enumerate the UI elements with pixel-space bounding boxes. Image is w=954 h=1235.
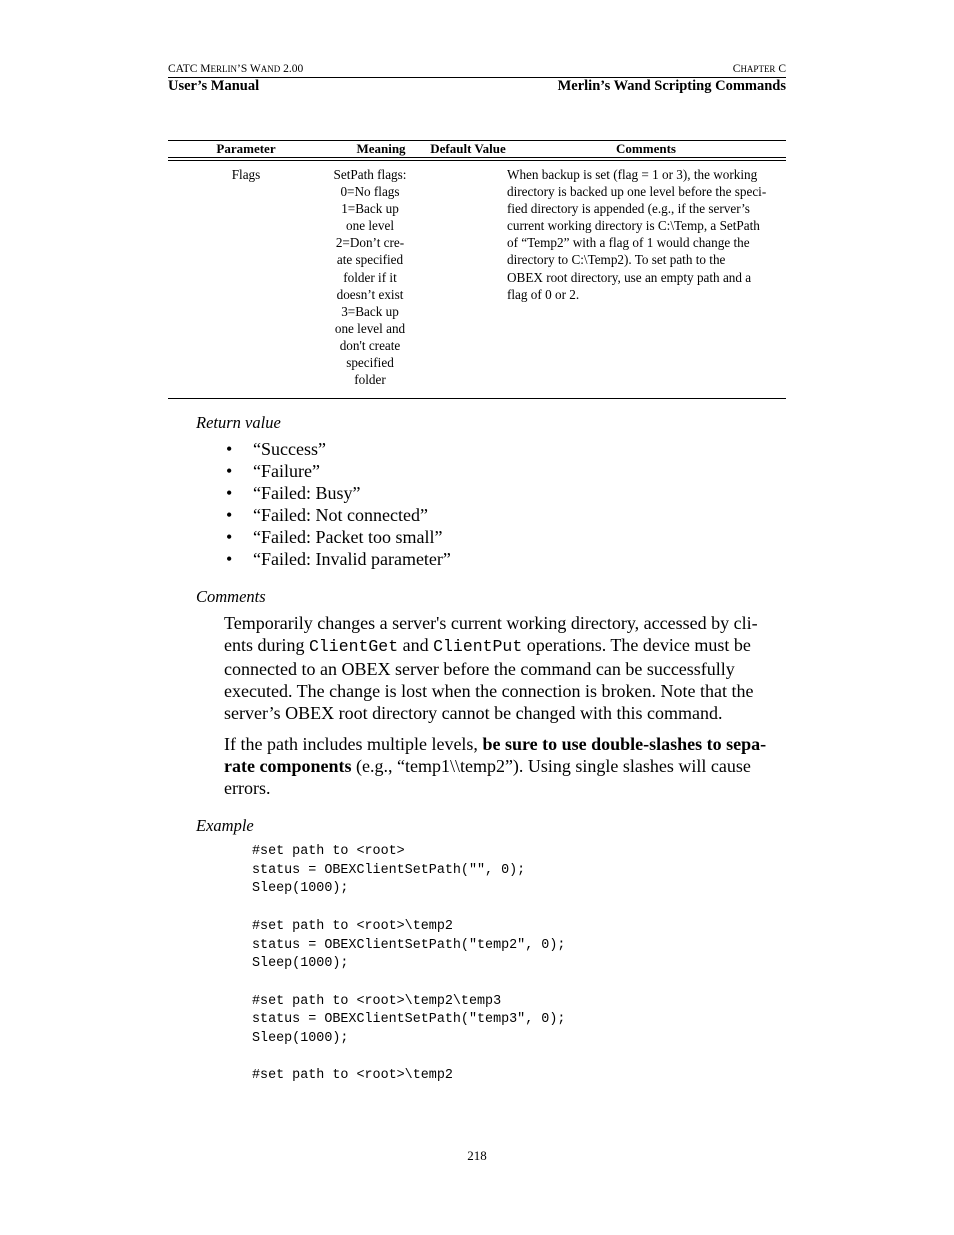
header-section-title: Merlin’s Wand Scripting Commands	[557, 78, 786, 94]
table-header-rule-1	[168, 157, 786, 158]
example-code-block: #set path to <root> status = OBEXClientSetPath("", 0); Sleep(1000); #set path to <root>\temp2 status = OBEXClientSetPath("temp2", 0); Sleep(1000); #set path to <root>\temp2\temp3 status = OBEXClientSetPath("temp3", 0); Sleep(1000); #set path to <root>\temp2	[252, 844, 566, 1084]
cell-meaning	[322, 166, 418, 388]
table-header-rule-2	[168, 160, 786, 161]
meaning-line: 1=Back up	[341, 201, 399, 217]
paragraph-line	[224, 634, 787, 658]
list-item: • “Failed: Busy”	[224, 482, 451, 504]
text-run: (e.g., “temp1\\temp2”). Using single slashes will cause	[351, 756, 751, 776]
list-item: • “Success”	[224, 438, 451, 460]
header-product-pre: CATC M	[168, 63, 211, 75]
comments-line: fied directory is appended (e.g., if the server’s	[507, 201, 750, 217]
return-value-heading: Return value	[196, 413, 281, 432]
column-header-default-value: Default Value	[430, 141, 506, 156]
text-run: ents during	[224, 635, 309, 655]
header-product-sc2: AND	[260, 64, 281, 74]
text-run: and	[398, 635, 434, 655]
list-item: • “Failed: Invalid parameter”	[224, 548, 451, 570]
comments-paragraph-1	[224, 612, 787, 724]
meaning-line: 3=Back up	[341, 303, 399, 319]
comments-paragraph-2	[224, 733, 787, 799]
meaning-line: ate specified	[336, 252, 404, 268]
text-run: operations. The device must be	[522, 635, 751, 655]
table-bottom-rule	[168, 398, 786, 399]
text-run: If the path includes multiple levels,	[224, 734, 483, 754]
meaning-line: SetPath flags:	[333, 167, 407, 182]
meaning-line: one level	[346, 218, 394, 234]
paragraph-line: errors.	[224, 778, 271, 798]
comments-heading: Comments	[196, 587, 266, 606]
meaning-line: 2=Don’t cre-	[335, 235, 405, 251]
return-value-list	[224, 438, 451, 570]
meaning-line: one level and	[334, 320, 406, 336]
comments-line: When backup is set (flag = 1 or 3), the working	[507, 167, 758, 182]
header-chapter-pre: C	[732, 63, 741, 75]
meaning-line: folder if it	[343, 269, 397, 285]
emphasis: be sure to use double-slashes to sepa-	[482, 734, 767, 754]
cell-comments	[507, 166, 792, 303]
paragraph-line: server’s OBEX root directory cannot be changed with this command.	[224, 703, 723, 723]
column-header-meaning: Meaning	[356, 141, 406, 156]
paragraph-line: executed. The change is lost when the connection is broken. Note that the	[224, 681, 754, 701]
code-clientget: ClientGet	[309, 637, 399, 656]
example-heading: Example	[196, 816, 254, 835]
comments-line: of “Temp2” with a flag of 1 would change the	[507, 235, 750, 251]
meaning-line: folder	[354, 372, 386, 388]
header-product-sc1: ERLIN	[210, 64, 237, 74]
header-chapter-post: C	[775, 63, 786, 75]
paragraph-line: Temporarily changes a server's current working directory, accessed by cli-	[224, 613, 758, 633]
comments-line: OBEX root directory, use an empty path and a	[507, 269, 752, 285]
meaning-line: don't create	[339, 337, 401, 353]
column-header-parameter: Parameter	[216, 141, 276, 156]
header-product-mid: ’S W	[237, 63, 261, 75]
comments-line: directory is backed up one level before the speci-	[507, 184, 767, 200]
comments-line: flag of 0 or 2.	[507, 286, 580, 302]
meaning-line: specified	[346, 355, 394, 371]
header-chapter-sc: HAPTER	[740, 64, 776, 74]
paragraph-line	[224, 733, 787, 755]
header-chapter	[733, 63, 786, 75]
meaning-line: 0=No flags	[340, 184, 400, 200]
list-item: • “Failed: Packet too small”	[224, 526, 451, 548]
list-item: • “Failed: Not connected”	[224, 504, 451, 526]
header-manual-title: User’s Manual	[168, 78, 260, 94]
header-product-post: 2.00	[280, 63, 304, 75]
emphasis: rate components	[224, 756, 352, 776]
table-header-row	[168, 141, 786, 157]
column-header-comments: Comments	[616, 141, 676, 156]
code-clientput: ClientPut	[433, 637, 523, 656]
paragraph-line: connected to an OBEX server before the command can be successfully	[224, 659, 735, 679]
comments-line: current working directory is C:\Temp, a SetPath	[507, 218, 760, 234]
meaning-line: doesn’t exist	[336, 286, 404, 302]
list-item: • “Failure”	[224, 460, 451, 482]
header-product	[168, 63, 303, 75]
comments-line: directory to C:\Temp2). To set path to the	[507, 252, 726, 268]
paragraph-line	[224, 755, 787, 777]
cell-parameter: Flags	[231, 167, 261, 182]
parameter-table	[168, 141, 786, 157]
page-number: 218	[467, 1148, 487, 1163]
